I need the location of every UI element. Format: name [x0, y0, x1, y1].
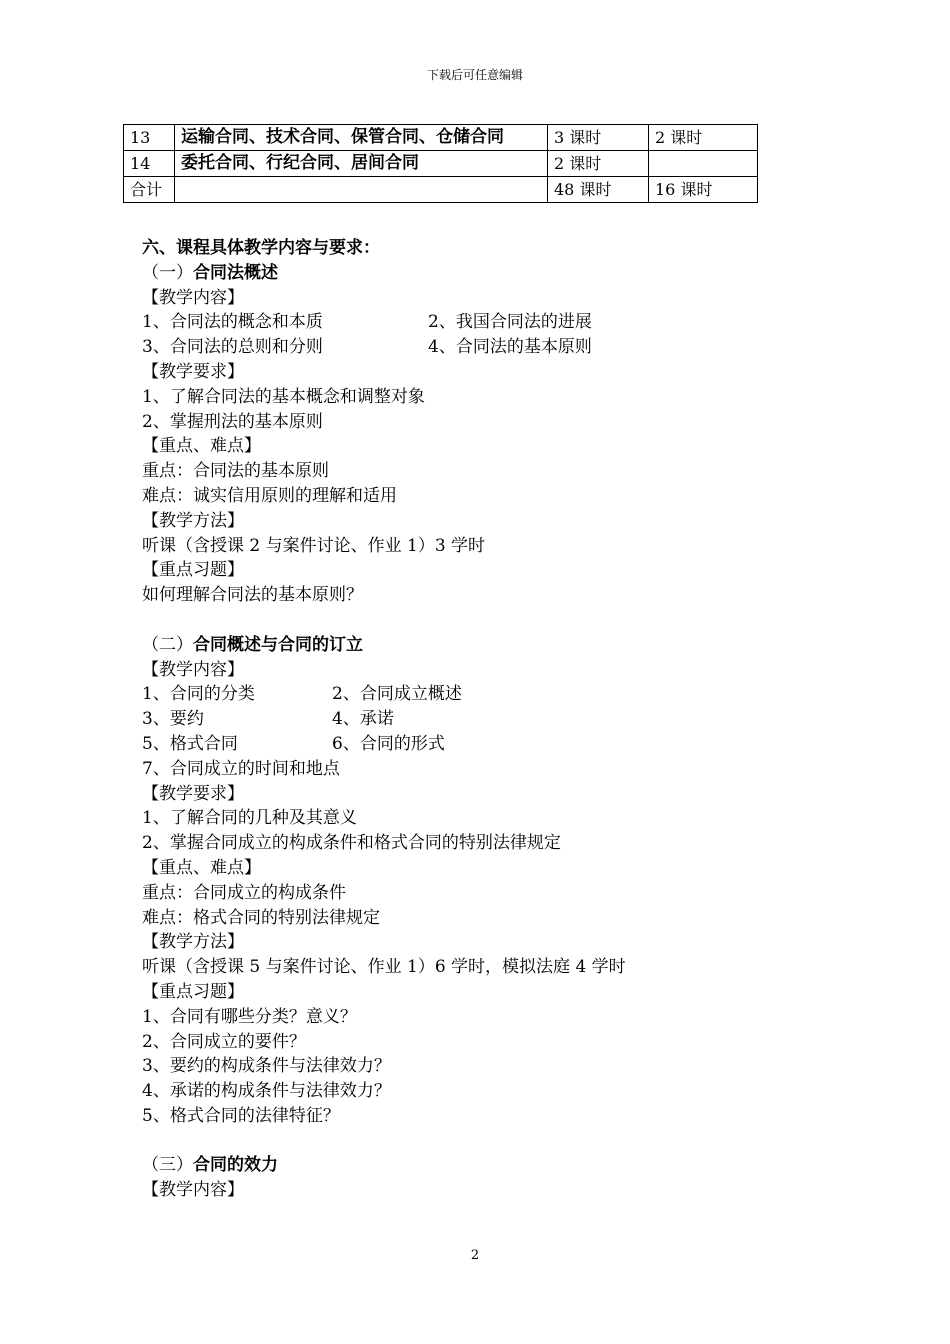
exercise-item: 2、合同成立的要件？	[142, 1031, 306, 1052]
method-label: 【教学方法】	[142, 932, 244, 953]
content-item-row	[142, 310, 762, 335]
content-item: 1、合同的分类	[142, 684, 255, 705]
content-item: 3、要约	[142, 709, 204, 730]
row-hours-practice: 2 课时	[649, 125, 758, 151]
row-topic	[175, 177, 548, 203]
course-hours-table	[123, 124, 758, 203]
requirement-item: 1、了解合同的几种及其意义	[142, 808, 357, 829]
content-item: 7、合同成立的时间和地点	[142, 758, 340, 779]
requirement-item: 1、了解合同法的基本概念和调整对象	[142, 386, 425, 407]
content-item: 2、我国合同法的进展	[428, 312, 592, 333]
difficult-point: 难点：格式合同的特别法律规定	[142, 907, 380, 928]
content-item-row	[142, 335, 762, 360]
row-topic: 运输合同、技术合同、保管合同、仓储合同	[175, 125, 548, 151]
exercise-label: 【重点习题】	[142, 981, 244, 1002]
section-1-title	[142, 261, 762, 286]
requirement-item: 2、掌握刑法的基本原则	[142, 411, 323, 432]
row-topic: 委托合同、行纪合同、居间合同	[175, 151, 548, 177]
method-label: 【教学方法】	[142, 510, 244, 531]
key-points-label: 【重点、难点】	[142, 857, 261, 878]
section-3-name: 合同的效力	[193, 1155, 278, 1176]
requirement-item: 2、掌握合同成立的构成条件和格式合同的特别法律规定	[142, 833, 561, 854]
header-note: 下载后可任意编辑	[426, 68, 523, 82]
exercise-item: 1、合同有哪些分类？意义？	[142, 1006, 357, 1027]
method-text: 听课（含授课 2 与案件讨论、作业 1）3 学时	[142, 535, 486, 556]
content-item: 2、合同成立概述	[332, 684, 462, 705]
row-hours-lecture: 2 课时	[548, 151, 649, 177]
content-item-row	[142, 707, 762, 732]
exercise-item: 如何理解合同法的基本原则？	[142, 585, 363, 606]
content-item: 4、合同法的基本原则	[428, 337, 592, 358]
content-label: 【教学内容】	[142, 287, 244, 308]
section-2-prefix: （二）	[142, 634, 193, 655]
content-item: 4、承诺	[332, 709, 394, 730]
content-item: 5、格式合同	[142, 733, 238, 754]
row-hours-lecture: 3 课时	[548, 125, 649, 151]
section-heading: 六、课程具体教学内容与要求：	[142, 238, 380, 258]
content-item: 1、合同法的概念和本质	[142, 312, 323, 333]
row-number: 13	[124, 125, 175, 151]
content-label: 【教学内容】	[142, 659, 244, 680]
difficult-point: 难点：诚实信用原则的理解和适用	[142, 485, 397, 506]
exercise-item: 3、要约的构成条件与法律效力？	[142, 1056, 391, 1077]
key-point: 重点：合同成立的构成条件	[142, 882, 346, 903]
section-1-name: 合同法概述	[193, 262, 278, 283]
document-body	[142, 236, 762, 1203]
section-3-title	[142, 1153, 762, 1178]
row-number: 合计	[124, 177, 175, 203]
table-row	[124, 125, 758, 151]
key-point: 重点：合同法的基本原则	[142, 461, 329, 482]
row-hours-practice	[649, 151, 758, 177]
content-label: 【教学内容】	[142, 1180, 244, 1201]
content-item-row	[142, 682, 762, 707]
section-3-prefix: （三）	[142, 1155, 193, 1176]
content-item-row	[142, 732, 762, 757]
page-number: 2	[470, 1248, 480, 1263]
table-row-total	[124, 177, 758, 203]
section-2-title	[142, 633, 762, 658]
exercise-label: 【重点习题】	[142, 560, 244, 581]
section-1-prefix: （一）	[142, 262, 193, 283]
row-hours-practice: 16 课时	[649, 177, 758, 203]
row-hours-lecture: 48 课时	[548, 177, 649, 203]
content-item: 3、合同法的总则和分则	[142, 337, 323, 358]
exercise-item: 5、格式合同的法律特征？	[142, 1105, 340, 1126]
section-2-name: 合同概述与合同的订立	[193, 634, 363, 655]
key-points-label: 【重点、难点】	[142, 436, 261, 457]
table-row	[124, 151, 758, 177]
content-item: 6、合同的形式	[332, 733, 445, 754]
requirements-label: 【教学要求】	[142, 361, 244, 382]
exercise-item: 4、承诺的构成条件与法律效力？	[142, 1081, 391, 1102]
requirements-label: 【教学要求】	[142, 783, 244, 804]
method-text: 听课（含授课 5 与案件讨论、作业 1）6 学时，模拟法庭 4 学时	[142, 957, 626, 978]
row-number: 14	[124, 151, 175, 177]
